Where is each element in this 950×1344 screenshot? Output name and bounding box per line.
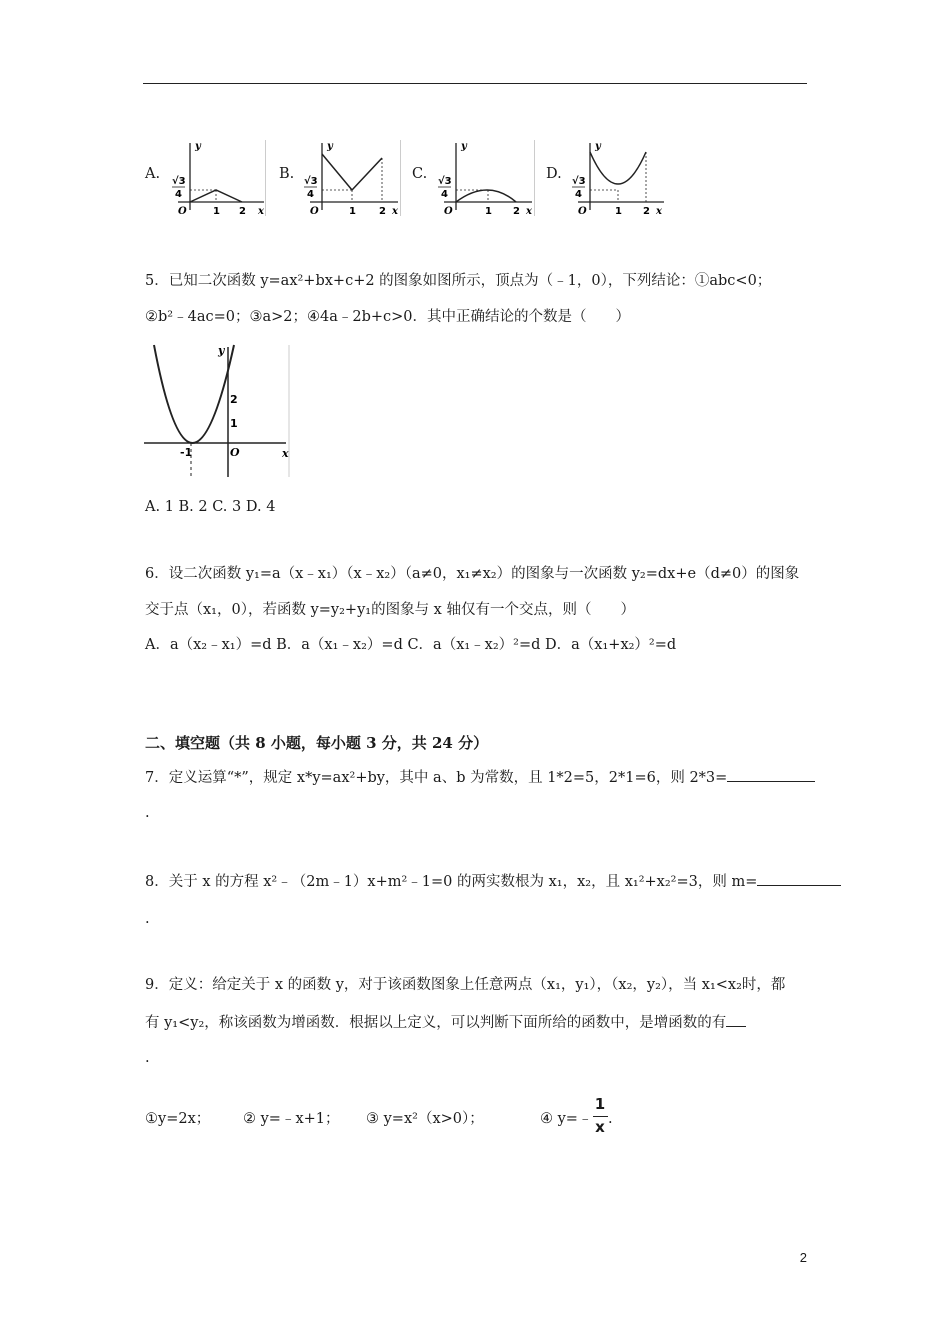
four-label: 4 <box>575 189 582 200</box>
sqrt3-label: √3 <box>304 176 318 187</box>
q9-item-4: ④ y=﹣ <box>540 1111 593 1127</box>
q5-parabola-graph <box>144 343 292 479</box>
option-a-label: A. <box>145 166 161 182</box>
graph-option-a <box>168 138 268 220</box>
graph-option-d <box>568 138 668 220</box>
origin-label: O <box>230 446 240 459</box>
origin-label: O <box>178 206 187 217</box>
q6-answers: A．a（x₂﹣x₁）=d B．a（x₁﹣x₂）=d C．a（x₁﹣x₂）²=d D．a（x₁+x₂）²=d <box>145 637 677 653</box>
q9-item-2: ② y=﹣x+1； <box>243 1111 340 1127</box>
q5-answers: A. 1 B. 2 C. 3 D. 4 <box>145 499 276 515</box>
q7-text: 7．定义运算“*”，规定 x*y=ax²+by，其中 a、b 为常数，且 1*2=5，2*1=6，则 2*3= <box>145 770 728 786</box>
sqrt3-label: √3 <box>438 176 452 187</box>
origin-label: O <box>444 206 453 217</box>
q8-text: 8．关于 x 的方程 x²﹣（2m﹣1）x+m²﹣1=0 的两实数根为 x₁，x₂，且 x₁²+x₂²=3，则 m= <box>145 874 758 890</box>
page-number: 2 <box>799 1250 807 1265</box>
x1-label: 1 <box>349 206 356 217</box>
y-axis-label: y <box>218 344 225 357</box>
y2-tick-label: 2 <box>230 393 238 406</box>
four-label: 4 <box>307 189 314 200</box>
x1-label: 1 <box>485 206 492 217</box>
x2-label: 2 <box>379 206 386 217</box>
sqrt3-label: √3 <box>572 176 586 187</box>
q6-line2: 交于点（x₁，0），若函数 y=y₂+y₁的图象与 x 轴仅有一个交点，则（ ） <box>145 602 635 618</box>
q7-line1 <box>145 767 815 788</box>
origin-label: O <box>310 206 319 217</box>
q7-answer-blank[interactable] <box>727 767 815 782</box>
x2-label: 2 <box>239 206 246 217</box>
y-axis-label: y <box>327 141 333 152</box>
graph-option-c <box>434 138 534 220</box>
q9-end: . <box>145 1050 150 1066</box>
x-axis-label: x <box>282 447 289 460</box>
x-neg1-tick-label: -1 <box>180 446 193 459</box>
header-rule <box>143 83 807 84</box>
y-axis-label: y <box>595 141 601 152</box>
option-d-label: D. <box>546 166 562 182</box>
q8-end: . <box>145 911 150 927</box>
q9-item-1: ①y=2x； <box>145 1111 211 1127</box>
section-heading: 二、填空题（共 8 小题，每小题 3 分，共 24 分） <box>145 734 489 752</box>
four-label: 4 <box>175 189 182 200</box>
q9-line2 <box>145 1012 746 1033</box>
q9-text: 有 y₁<y₂，称该函数为增函数．根据以上定义，可以判断下面所给的函数中，是增函数的有 <box>145 1015 727 1031</box>
x1-label: 1 <box>615 206 622 217</box>
sqrt3-label: √3 <box>172 176 186 187</box>
figure-divider <box>534 140 535 216</box>
y-axis-label: y <box>195 141 201 152</box>
x-axis-label: x <box>258 206 264 217</box>
figure-divider <box>265 140 266 216</box>
fraction-denominator: x <box>595 1118 605 1136</box>
x2-label: 2 <box>513 206 520 217</box>
x2-label: 2 <box>643 206 650 217</box>
x1-label: 1 <box>213 206 220 217</box>
q9-line1: 9．定义：给定关于 x 的函数 y，对于该函数图象上任意两点（x₁，y₁），（x₂，y₂），当 x₁<x₂时，都 <box>145 977 786 993</box>
option-b-label: B. <box>279 166 295 182</box>
fraction-bar <box>593 1116 608 1117</box>
option-c-label: C. <box>412 166 428 182</box>
q5-line2: ②b²﹣4ac=0；③a>2；④4a﹣2b+c>0．其中正确结论的个数是（ ） <box>145 309 630 325</box>
q9-answer-blank[interactable] <box>726 1012 746 1027</box>
fraction-numerator: 1 <box>594 1095 606 1113</box>
q9-item-4-end: . <box>608 1111 613 1127</box>
x-axis-label: x <box>392 206 398 217</box>
x-axis-label: x <box>656 206 662 217</box>
graph-option-b <box>300 138 400 220</box>
q6-line1: 6．设二次函数 y₁=a（x﹣x₁）（x﹣x₂）（a≠0，x₁≠x₂）的图象与一次函数 y₂=dx+e（d≠0）的图象 <box>145 566 800 582</box>
q8-line1 <box>145 871 841 892</box>
q5-line1: 5．已知二次函数 y=ax²+bx+c+2 的图象如图所示，顶点为（﹣1，0），下列结论：①abc<0； <box>145 273 772 289</box>
origin-label: O <box>578 206 587 217</box>
x-axis-label: x <box>526 206 532 217</box>
y1-tick-label: 1 <box>230 417 238 430</box>
q9-item-3: ③ y=x²（x>0）； <box>366 1111 484 1127</box>
q7-end: . <box>145 805 150 821</box>
y-axis-label: y <box>461 141 467 152</box>
figure-divider <box>400 140 401 216</box>
q8-answer-blank[interactable] <box>757 871 841 886</box>
four-label: 4 <box>441 189 448 200</box>
